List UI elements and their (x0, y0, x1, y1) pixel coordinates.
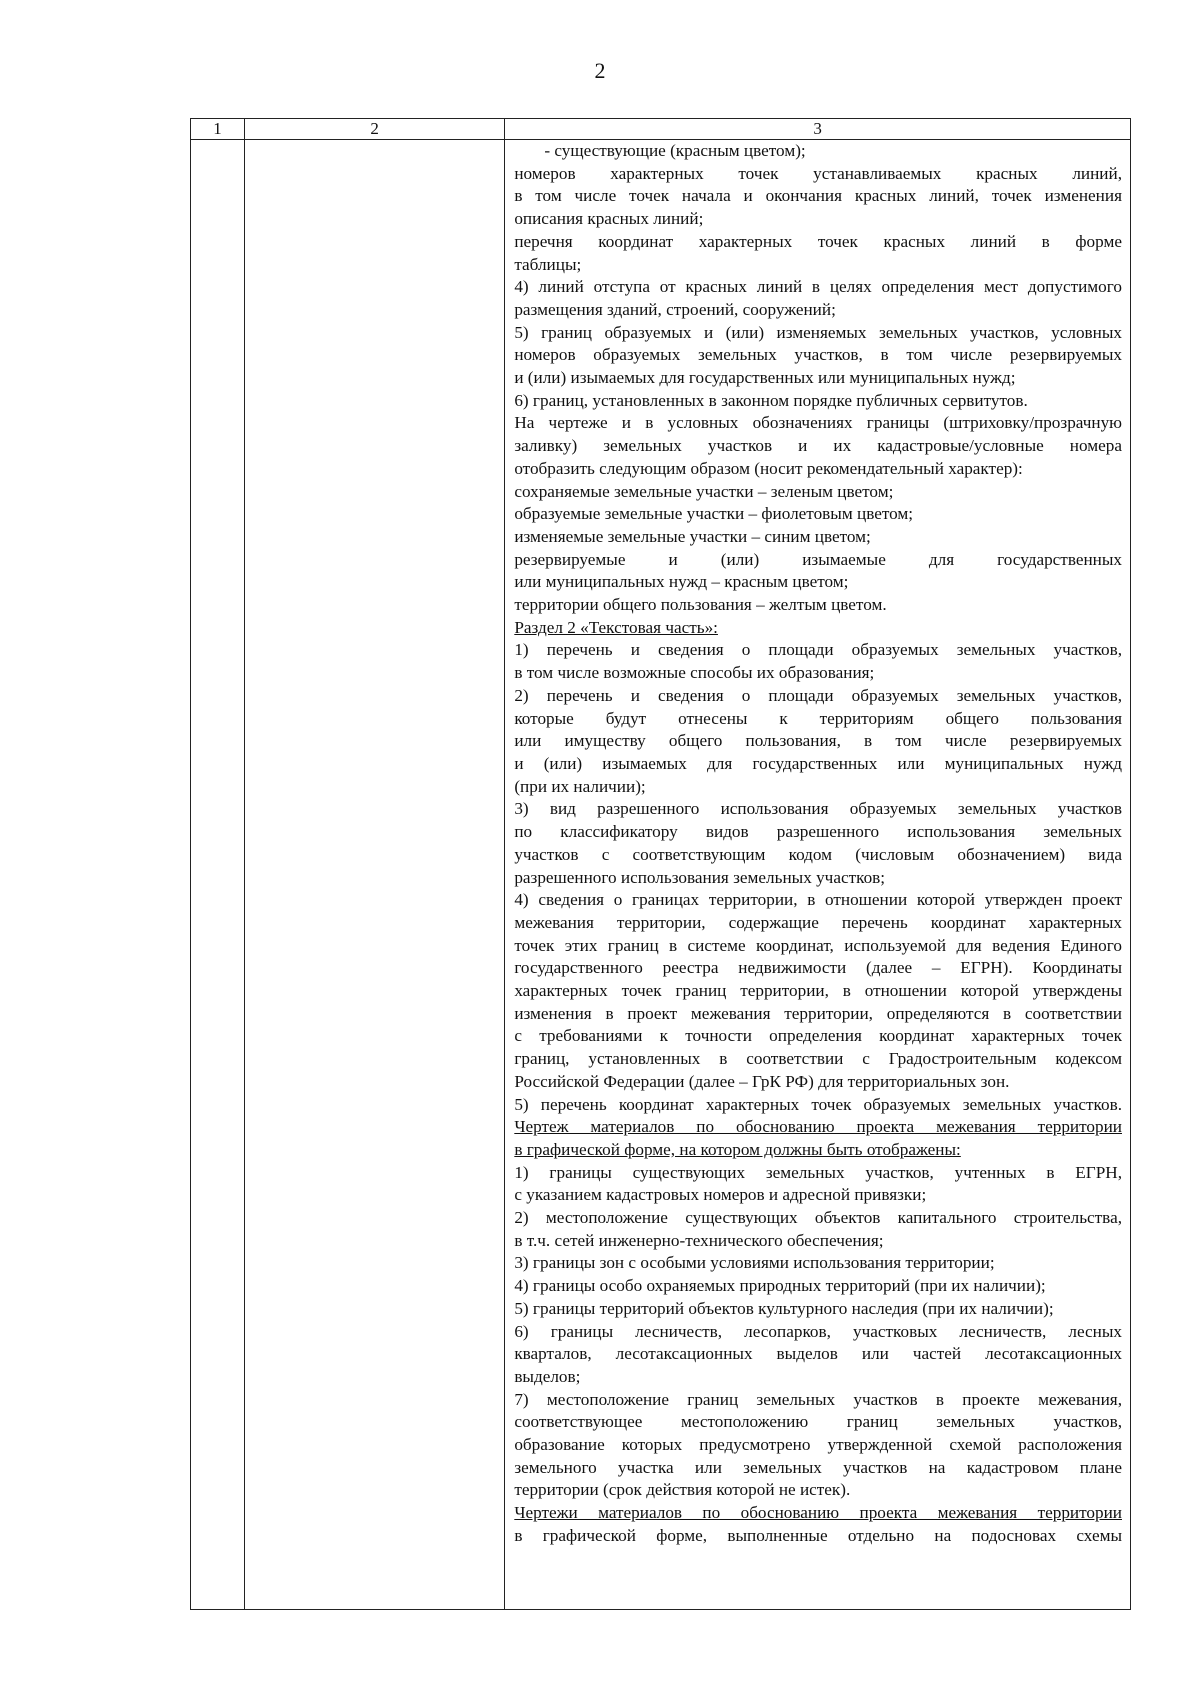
text-line: 7) местоположение границ земельных участков в проекте межевания, (514, 1389, 1122, 1409)
text-line: 1) границы существующих земельных участков, учтенных в ЕГРН, (514, 1162, 1122, 1182)
text-line: 3) вид разрешенного использования образуемых земельных участков (514, 799, 1122, 819)
text-line: перечня координат характерных точек красных линий в форме (514, 231, 1122, 251)
text-line: таблицы; (514, 254, 582, 274)
text-line: 5) перечень координат характерных точек образуемых земельных участков. (514, 1094, 1122, 1114)
text-line: 2) перечень и сведения о площади образуемых земельных участков, (514, 685, 1122, 705)
text-line: отобразить следующим образом (носит рекомендательный характер): (514, 458, 1023, 478)
text-line: земельного участка или земельных участков на кадастровом плане (514, 1457, 1122, 1477)
text-line: и (или) изымаемых для государственных или муниципальных нужд; (514, 368, 1016, 388)
text-line: номеров образуемых земельных участков, в том числе резервируемых (514, 345, 1122, 365)
text-line: 1) перечень и сведения о площади образуемых земельных участков, (514, 640, 1122, 660)
text-line: 5) границ образуемых и (или) изменяемых земельных участков, условных (514, 322, 1122, 342)
table-row (191, 140, 1131, 1610)
text-line: Российской Федерации (далее – ГрК РФ) для территориальных зон. (514, 1071, 1010, 1091)
text-line: выделов; (514, 1366, 581, 1386)
text-line: Чертеж материалов по обоснованию проекта межевания территории (514, 1117, 1122, 1137)
text-line: описания красных линий; (514, 209, 704, 229)
text-line: изменяемые земельные участки – синим цветом; (514, 526, 871, 546)
text-line: и (или) изымаемых для государственных или муниципальных нужд (514, 753, 1122, 773)
text-line: в том числе точек начала и окончания красных линий, точек изменения (514, 186, 1122, 206)
cell-column-1 (191, 140, 245, 1610)
text-line: образуемые земельные участки – фиолетовым цветом; (514, 504, 914, 524)
text-line: в т.ч. сетей инженерно-технического обеспечения; (514, 1230, 884, 1250)
text-line: 6) границы лесничеств, лесопарков, участковых лесничеств, лесных (514, 1321, 1122, 1341)
text-line: номеров характерных точек устанавливаемых красных линий, (514, 163, 1122, 183)
text-line: 4) сведения о границах территории, в отношении которой утвержден проект (514, 890, 1122, 910)
table-header-row (191, 119, 1131, 140)
text-line: кварталов, лесотаксационных выделов или частей лесотаксационных (514, 1344, 1122, 1364)
text-line: (при их наличии); (514, 776, 646, 796)
text-line: сохраняемые земельные участки – зеленым цветом; (514, 481, 894, 501)
text-line: образование которых предусмотрено утвержденной схемой расположения (514, 1435, 1122, 1455)
text-line: размещения зданий, строений, сооружений; (514, 299, 836, 319)
column-header-2: 2 (245, 119, 505, 140)
text-line: 2) местоположение существующих объектов капитального строительства, (514, 1208, 1122, 1228)
text-line: или муниципальных нужд – красным цветом; (514, 572, 849, 592)
cell-column-3 (505, 140, 1131, 1610)
cell-column-2 (245, 140, 505, 1610)
text-line: или имуществу общего пользования, в том числе резервируемых (514, 731, 1122, 751)
text-line: территории (срок действия которой не истек). (514, 1480, 851, 1500)
text-line: по классификатору видов разрешенного использования земельных (514, 822, 1122, 842)
text-line: соответствующее местоположению границ земельных участков, (514, 1412, 1122, 1432)
text-line: которые будут отнесены к территориям общего пользования (514, 708, 1122, 728)
text-line: На чертеже и в условных обозначениях границы (штриховку/прозрачную (514, 413, 1122, 433)
text-line: Раздел 2 «Текстовая часть»: (514, 617, 718, 637)
text-line: с указанием кадастровых номеров и адресной привязки; (514, 1185, 927, 1205)
cell-column-3-text (505, 140, 1130, 1548)
text-line: в том числе возможные способы их образования; (514, 663, 875, 683)
text-line: точек этих границ в системе координат, используемой для ведения Единого (514, 935, 1122, 955)
text-line: государственного реестра недвижимости (далее – ЕГРН). Координаты (514, 958, 1122, 978)
text-line: заливку) земельных участков и их кадастровые/условные номера (514, 436, 1122, 456)
text-line: 4) границы особо охраняемых природных территорий (при их наличии); (514, 1276, 1046, 1296)
text-line: территории общего пользования – желтым цветом. (514, 595, 887, 615)
column-header-1: 1 (191, 119, 245, 140)
text-line: участков с соответствующим кодом (числовым обозначением) вида (514, 844, 1122, 864)
text-line: резервируемые и (или) изымаемые для государственных (514, 549, 1122, 569)
text-line: 5) границы территорий объектов культурного наследия (при их наличии); (514, 1298, 1054, 1318)
text-line: с требованиями к точности определения координат характерных точек (514, 1026, 1122, 1046)
page-number: 2 (594, 58, 606, 83)
text-line: межевания территории, содержащие перечень координат характерных (514, 912, 1122, 932)
text-line: в графической форме, на котором должны быть отображены: (514, 1139, 961, 1159)
text-line: 6) границ, установленных в законном порядке публичных сервитутов. (514, 390, 1028, 410)
text-line: характерных точек границ территории, в отношении которой утверждены (514, 981, 1122, 1001)
text-line: границ, установленных в соответствии с Градостроительным кодексом (514, 1049, 1122, 1069)
text-line: разрешенного использования земельных участков; (514, 867, 886, 887)
text-line: Чертежи материалов по обоснованию проекта межевания территории (514, 1503, 1122, 1523)
text-line: в графической форме, выполненные отдельно на подосновах схемы (514, 1525, 1122, 1545)
text-line: - существующие (красным цветом); (544, 141, 806, 160)
text-line: 4) линий отступа от красных линий в целях определения мест допустимого (514, 277, 1122, 297)
requirements-table (190, 118, 1131, 1610)
text-line: изменения в проект межевания территории, определяются в соответствии (514, 1003, 1122, 1023)
text-line: 3) границы зон с особыми условиями использования территории; (514, 1253, 995, 1273)
column-header-3: 3 (505, 119, 1131, 140)
